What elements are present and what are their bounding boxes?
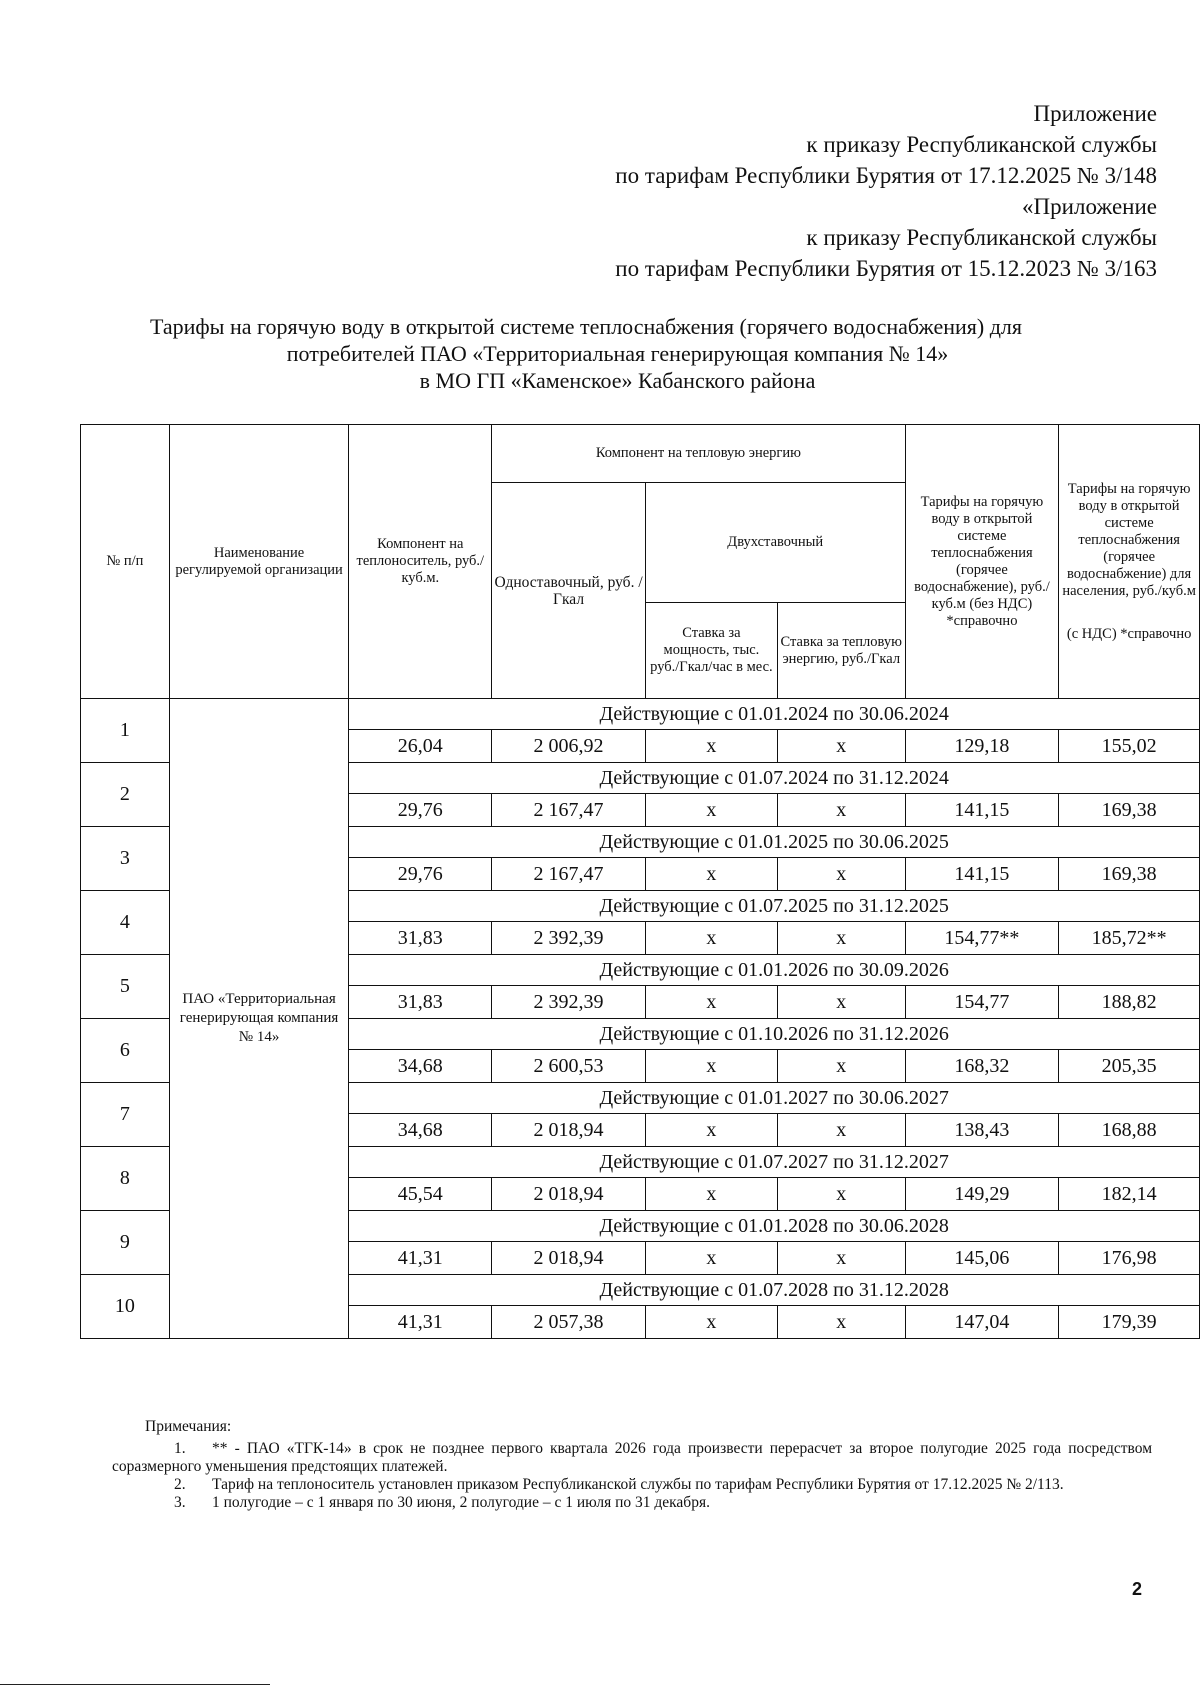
tariff-with-vat-value: 185,72** (1059, 922, 1200, 955)
note-text: ** - ПАО «ТГК-14» в срок не позднее первого квартала 2026 года произвести перерасчет за второе полугодие 2025 года посредством соразмерного уменьшения предстоящих платежей. (112, 1440, 1152, 1475)
tariff-no-vat-value: 168,32 (905, 1050, 1059, 1083)
tariff-no-vat-value: 138,43 (905, 1114, 1059, 1147)
header-energy-rate: Ставка за тепловую энергию, руб./Гкал (777, 603, 905, 699)
energy-rate-value: x (777, 1050, 905, 1083)
row-number: 9 (81, 1211, 170, 1275)
carrier-value: 31,83 (349, 986, 492, 1019)
tariff-table-body (81, 699, 1200, 1339)
header-tariff-population (1059, 425, 1200, 699)
tariff-with-vat-value: 188,82 (1059, 986, 1200, 1019)
carrier-value: 41,31 (349, 1306, 492, 1339)
energy-rate-value: x (777, 1242, 905, 1275)
header-single-rate: Одноставочный, руб. /Гкал (492, 483, 646, 699)
energy-rate-value: x (777, 922, 905, 955)
title-line: в МО ГП «Каменское» Кабанского района (419, 368, 816, 393)
capacity-rate-value: x (645, 1242, 777, 1275)
header-line: Приложение (1033, 101, 1157, 126)
header-carrier: Компонент на теплоноситель, руб./ куб.м. (349, 425, 492, 699)
document-title (150, 313, 1085, 394)
note-item (112, 1494, 1152, 1512)
energy-rate-value: x (777, 794, 905, 827)
tariff-with-vat-value: 179,39 (1059, 1306, 1200, 1339)
carrier-value: 31,83 (349, 922, 492, 955)
header-line: «Приложение (1022, 194, 1157, 219)
header-tariff-no-vat: Тарифы на горячую воду в открытой системе теплоснабжения (горячее водоснабжение), руб./куб.м (без НДС) *справочно (905, 425, 1059, 699)
tariff-table (80, 424, 1200, 1339)
page-number: 2 (1131, 1579, 1142, 1599)
note-number: 2. (174, 1476, 186, 1493)
carrier-value: 34,68 (349, 1050, 492, 1083)
title-line: потребителей ПАО «Территориальная генерирующая компания № 14» (286, 341, 949, 366)
single-rate-value: 2 167,47 (492, 858, 646, 891)
period-label: Действующие с 01.01.2026 по 30.09.2026 (349, 955, 1200, 986)
notes-title: Примечания: (145, 1418, 232, 1435)
note-item (112, 1476, 1152, 1494)
capacity-rate-value: x (645, 730, 777, 763)
carrier-value: 29,76 (349, 858, 492, 891)
header-tariff-population-vat: (с НДС) *справочно (1066, 625, 1192, 642)
energy-rate-value: x (777, 858, 905, 891)
carrier-value: 41,31 (349, 1242, 492, 1275)
tariff-no-vat-value: 141,15 (905, 794, 1059, 827)
tariff-no-vat-value: 147,04 (905, 1306, 1059, 1339)
capacity-rate-value: x (645, 1178, 777, 1211)
period-label: Действующие с 01.07.2025 по 31.12.2025 (349, 891, 1200, 922)
single-rate-value: 2 006,92 (492, 730, 646, 763)
organization-name: ПАО «Территориальная генерирующая компания № 14» (169, 699, 349, 1339)
document-header (615, 98, 1157, 284)
notes (112, 1418, 1152, 1512)
row-number: 2 (81, 763, 170, 827)
tariff-no-vat-value: 129,18 (905, 730, 1059, 763)
energy-rate-value: x (777, 986, 905, 1019)
single-rate-value: 2 167,47 (492, 794, 646, 827)
row-number: 6 (81, 1019, 170, 1083)
tariff-no-vat-value: 145,06 (905, 1242, 1059, 1275)
header-capacity-rate: Ставка за мощность, тыс. руб./Гкал/час в мес. (645, 603, 777, 699)
footer-rule (0, 1684, 270, 1685)
tariff-with-vat-value: 168,88 (1059, 1114, 1200, 1147)
tariff-no-vat-value: 154,77 (905, 986, 1059, 1019)
period-row (81, 699, 1200, 730)
single-rate-value: 2 600,53 (492, 1050, 646, 1083)
energy-rate-value: x (777, 1178, 905, 1211)
tariff-with-vat-value: 182,14 (1059, 1178, 1200, 1211)
header-line: к приказу Республиканской службы (806, 225, 1157, 250)
tariff-with-vat-value: 169,38 (1059, 858, 1200, 891)
header-num: № п/п (81, 425, 170, 699)
capacity-rate-value: x (645, 1306, 777, 1339)
tariff-with-vat-value: 205,35 (1059, 1050, 1200, 1083)
row-number: 1 (81, 699, 170, 763)
period-label: Действующие с 01.07.2027 по 31.12.2027 (349, 1147, 1200, 1178)
period-label: Действующие с 01.01.2025 по 30.06.2025 (349, 827, 1200, 858)
row-number: 8 (81, 1147, 170, 1211)
single-rate-value: 2 018,94 (492, 1178, 646, 1211)
header-line: по тарифам Республики Бурятия от 17.12.2025 № 3/148 (615, 163, 1157, 188)
tariff-with-vat-value: 169,38 (1059, 794, 1200, 827)
note-item (112, 1440, 1152, 1476)
energy-rate-value: x (777, 1114, 905, 1147)
tariff-no-vat-value: 149,29 (905, 1178, 1059, 1211)
period-label: Действующие с 01.01.2024 по 30.06.2024 (349, 699, 1200, 730)
carrier-value: 29,76 (349, 794, 492, 827)
note-text: Тариф на теплоноситель установлен приказом Республиканской службы по тарифам Республики Бурятия от 17.12.2025 № 2/113. (212, 1476, 1064, 1493)
tariff-no-vat-value: 154,77** (905, 922, 1059, 955)
row-number: 4 (81, 891, 170, 955)
carrier-value: 45,54 (349, 1178, 492, 1211)
header-heat-component: Компонент на тепловую энергию (492, 425, 905, 483)
note-text: 1 полугодие – с 1 января по 30 июня, 2 полугодие – с 1 июля по 31 декабря. (212, 1494, 710, 1511)
note-number: 3. (174, 1494, 186, 1511)
header-two-rate: Двухставочный (645, 483, 905, 603)
period-label: Действующие с 01.01.2027 по 30.06.2027 (349, 1083, 1200, 1114)
capacity-rate-value: x (645, 794, 777, 827)
single-rate-value: 2 392,39 (492, 986, 646, 1019)
period-label: Действующие с 01.07.2028 по 31.12.2028 (349, 1275, 1200, 1306)
period-label: Действующие с 01.01.2028 по 30.06.2028 (349, 1211, 1200, 1242)
carrier-value: 34,68 (349, 1114, 492, 1147)
single-rate-value: 2 057,38 (492, 1306, 646, 1339)
single-rate-value: 2 392,39 (492, 922, 646, 955)
title-line: Тарифы на горячую воду в открытой системе теплоснабжения (горячего водоснабжения) для (150, 314, 1022, 339)
header-line: к приказу Республиканской службы (806, 132, 1157, 157)
row-number: 10 (81, 1275, 170, 1339)
period-label: Действующие с 01.07.2024 по 31.12.2024 (349, 763, 1200, 794)
note-number: 1. (174, 1440, 186, 1457)
energy-rate-value: x (777, 730, 905, 763)
capacity-rate-value: x (645, 986, 777, 1019)
header-tariff-population-text: Тарифы на горячую воду в открытой системе теплоснабжения (горячее водоснабжение) для населения, руб./куб.м (1062, 480, 1196, 599)
energy-rate-value: x (777, 1306, 905, 1339)
capacity-rate-value: x (645, 922, 777, 955)
header-org: Наименование регулируемой организации (169, 425, 349, 699)
single-rate-value: 2 018,94 (492, 1114, 646, 1147)
header-line: по тарифам Республики Бурятия от 15.12.2023 № 3/163 (615, 256, 1157, 281)
capacity-rate-value: x (645, 1114, 777, 1147)
row-number: 3 (81, 827, 170, 891)
tariff-no-vat-value: 141,15 (905, 858, 1059, 891)
row-number: 7 (81, 1083, 170, 1147)
period-label: Действующие с 01.10.2026 по 31.12.2026 (349, 1019, 1200, 1050)
carrier-value: 26,04 (349, 730, 492, 763)
row-number: 5 (81, 955, 170, 1019)
tariff-with-vat-value: 176,98 (1059, 1242, 1200, 1275)
capacity-rate-value: x (645, 858, 777, 891)
tariff-with-vat-value: 155,02 (1059, 730, 1200, 763)
single-rate-value: 2 018,94 (492, 1242, 646, 1275)
capacity-rate-value: x (645, 1050, 777, 1083)
